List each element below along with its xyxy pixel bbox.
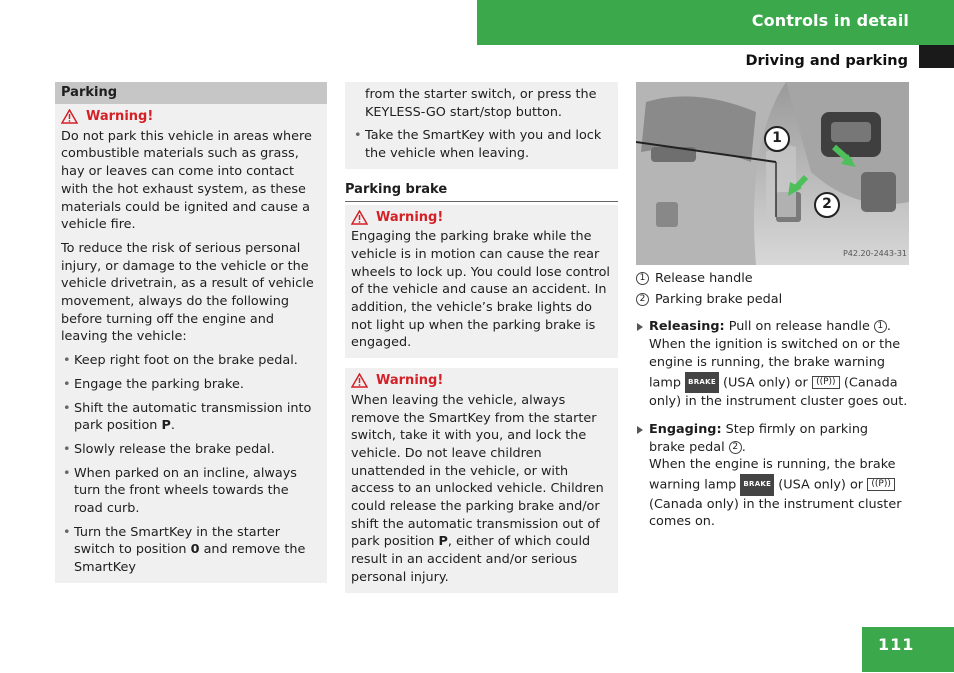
warning-text: When leaving the vehicle, always remove the SmartKey from the starter switch, take it with you, and lock the vehicle. Do not leave children unattended in the vehicle, or with access to an unlocked vehicle. Children could release the parking brake and/or shift the automatic transmission out of park position P, either of which could result in an accident and/or serious personal injury. xyxy=(351,392,604,585)
parking-heading: Parking xyxy=(55,82,327,104)
legend-item-2 xyxy=(636,291,908,309)
callout-2: 2 xyxy=(814,192,840,218)
list-item: • Turn the SmartKey in the starter switch to position 0 and remove the SmartKey xyxy=(61,524,321,577)
warning-triangle-icon xyxy=(351,210,368,225)
parking-brake-heading: Parking brake xyxy=(345,181,618,202)
callout-marker: 2 xyxy=(636,293,649,306)
list-item: • Keep right foot on the brake pedal. xyxy=(61,352,321,370)
column-1 xyxy=(55,82,327,583)
list-item: • Shift the automatic transmission into park position P. xyxy=(61,400,321,435)
list-item: • When parked on an incline, always turn the front wheels towards the road curb. xyxy=(61,465,321,518)
photo-code: P42.20-2443-31 xyxy=(842,249,907,259)
page-number-box xyxy=(862,627,954,672)
callout-marker: 1 xyxy=(874,320,887,333)
warning-paragraph-1: Do not park this vehicle in areas where combustible materials such as grass, hay or leaves can come into contact with the hot exhaust system, as these materials could be ignited and cause a vehicle fire. xyxy=(61,128,312,233)
step-label: Releasing: xyxy=(649,319,725,335)
warning-title xyxy=(61,108,321,126)
continued-text: from the starter switch, or press the KEYLESS-GO start/stop button. xyxy=(365,87,597,120)
column-2 xyxy=(345,82,618,593)
list-item: • Slowly release the brake pedal. xyxy=(61,441,321,459)
photo-illustration xyxy=(636,82,909,265)
warning-triangle-icon xyxy=(61,109,78,124)
brake-lamp-icon: BRAKE xyxy=(740,474,774,496)
section-tab xyxy=(919,45,954,68)
legend-label: Parking brake pedal xyxy=(655,291,783,307)
parking-lamp-icon: ((P)) xyxy=(867,478,895,491)
warning-text: Engaging the parking brake while the vehicle is in motion can cause the rear wheels to lock up. You could lose control of the vehicle and cause an accident. In addition, the vehicle’s brake lights do not light up when the parking brake is engaged. xyxy=(351,229,610,351)
parking-lamp-icon: ((P)) xyxy=(812,376,840,389)
brake-lamp-icon: BRAKE xyxy=(685,372,719,394)
parking-brake-warning-1 xyxy=(345,205,618,359)
warning-triangle-icon xyxy=(351,373,368,388)
warning-title xyxy=(351,372,612,390)
page-number: 111 xyxy=(878,635,915,654)
parking-brake-photo xyxy=(636,82,909,265)
warning-label: Warning! xyxy=(376,373,444,389)
step-releasing: Releasing: Pull on release handle 1 . When the ignition is switched on or the engine is running, the brake warning lamp BRAKE (USA only) or ((P)) (Canada only) in the instrument cluster goes out. xyxy=(636,318,908,411)
warning-paragraph-2: To reduce the risk of serious personal injury, or damage to the vehicle or the vehicle drivetrain, as a result of vehicle movement, always do the following before turning off the engine and leaving the vehicle: xyxy=(61,240,314,345)
callout-marker: 1 xyxy=(636,272,649,285)
column-3 xyxy=(636,82,908,531)
step-label: Engaging: xyxy=(649,421,722,437)
parking-warning-box xyxy=(55,104,327,583)
section-title: Driving and parking xyxy=(745,53,908,69)
callout-1: 1 xyxy=(764,126,790,152)
warning-label: Warning! xyxy=(86,109,154,124)
warning-label: Warning! xyxy=(376,209,444,225)
step-engaging: Engaging: Step firmly on parking brake pedal 2 . When the engine is running, the brake warning lamp BRAKE (USA only) or ((P)) (Canada only) in the instrument cluster comes on. xyxy=(636,421,908,531)
chapter-title: Controls in detail xyxy=(751,11,909,30)
legend-label: Release handle xyxy=(655,271,753,286)
list-item: • Engage the parking brake. xyxy=(61,376,321,394)
continued-box xyxy=(345,82,618,169)
parking-brake-warning-2 xyxy=(345,368,618,592)
legend-item-1 xyxy=(636,270,908,288)
callout-marker: 2 xyxy=(729,441,742,454)
warning-title xyxy=(351,209,612,227)
list-item: • Take the SmartKey with you and lock the vehicle when leaving. xyxy=(352,127,612,162)
